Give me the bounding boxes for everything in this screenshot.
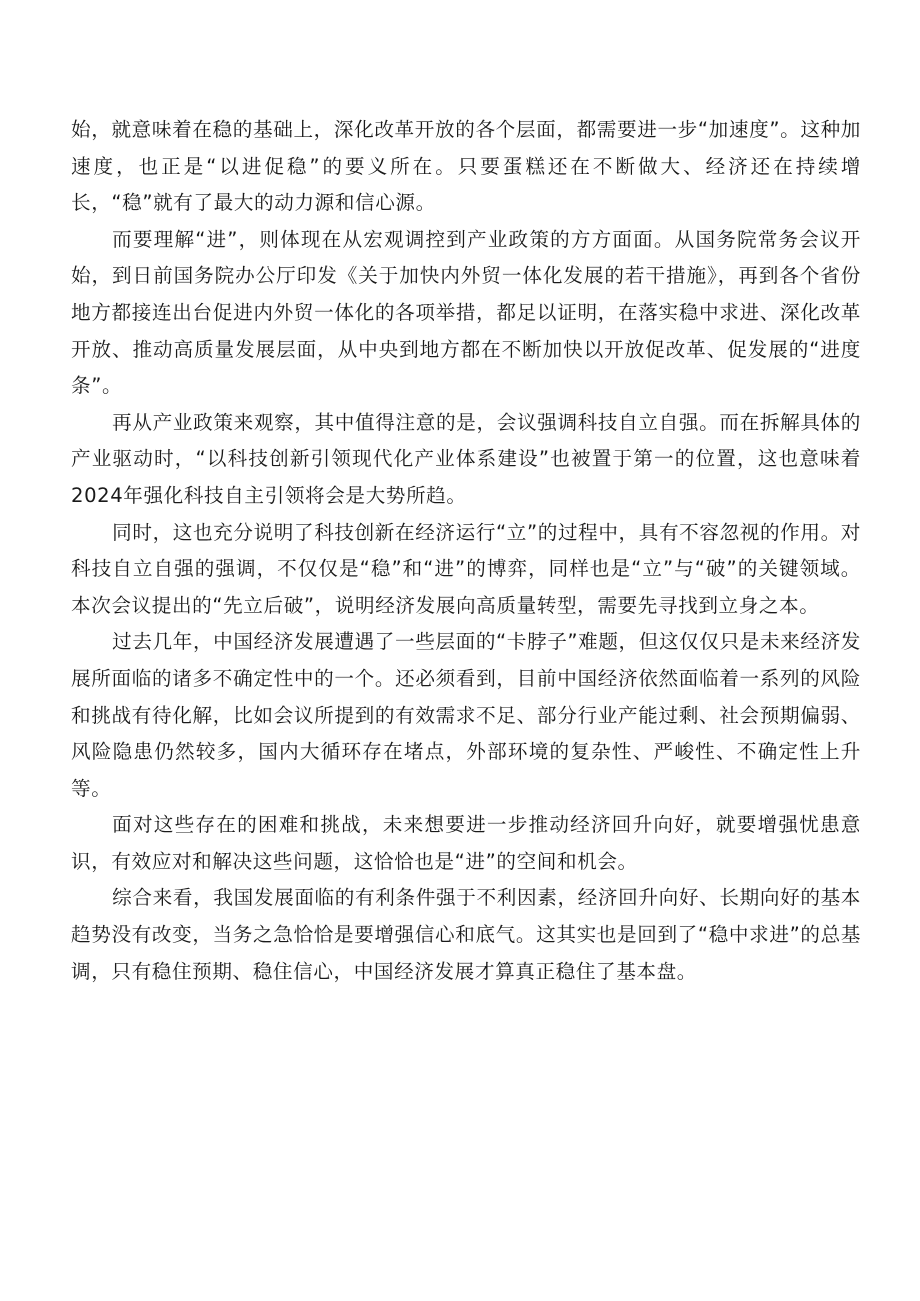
paragraph-risks-challenges: 过去几年，中国经济发展遭遇了一些层面的“卡脖子”难题，但这仅仅只是未来经济发展所面临的诸多不确定性中的一个。还必须看到，目前中国经济依然面临着一系列的风险和挑战有待化解，比如会议所提到的有效需求不足、部分行业产能过剩、社会预期偏弱、风险隐患仍然较多，国内大循环存在堵点，外部环境的复杂性、严峻性、不确定性上升等。 [71, 630, 861, 800]
paragraph-conclusion: 综合来看，我国发展面临的有利条件强于不利因素，经济回升向好、长期向好的基本趋势没有改变，当务之急恰恰是要增强信心和底气。这其实也是回到了“稳中求进”的总基调，只有稳住预期、稳住信心，中国经济发展才算真正稳住了基本盘。 [71, 886, 861, 983]
article-body [71, 112, 861, 990]
paragraph-understanding-jin: 而要理解“进”，则体现在从宏观调控到产业政策的方方面面。从国务院常务会议开始，到日前国务院办公厅印发《关于加快内外贸一体化发展的若干措施》，再到各个省份地方都接连出台促进内外贸一体化的各项举措，都足以证明，在落实稳中求进、深化改革开放、推动高质量发展层面，从中央到地方都在不断加快以开放促改革、促发展的“进度条”。 [71, 227, 861, 398]
paragraph-tech-innovation: 同时，这也充分说明了科技创新在经济运行“立”的过程中，具有不容忽视的作用。对科技自立自强的强调，不仅仅是“稳”和“进”的博弈，同样也是“立”与“破”的关键领域。本次会议提出的“先立后破”，说明经济发展向高质量转型，需要先寻找到立身之本。 [71, 520, 861, 617]
paragraph-difficulties: 面对这些存在的困难和挑战，未来想要进一步推动经济回升向好，就要增强忧患意识，有效应对和解决这些问题，这恰恰也是“进”的空间和机会。 [71, 813, 861, 873]
paragraph-industrial-policy: 再从产业政策来观察，其中值得注意的是，会议强调科技自立自强。而在拆解具体的产业驱动时，“以科技创新引领现代化产业体系建设”也被置于第一的位置，这也意味着2024年强化科技自主引领将会是大势所趋。 [71, 410, 861, 507]
paragraph-continuation: 始，就意味着在稳的基础上，深化改革开放的各个层面，都需要进一步“加速度”。这种加速度，也正是“以进促稳”的要义所在。只要蛋糕还在不断做大、经济还在持续增长，“稳”就有了最大的动力源和信心源。 [71, 118, 861, 215]
